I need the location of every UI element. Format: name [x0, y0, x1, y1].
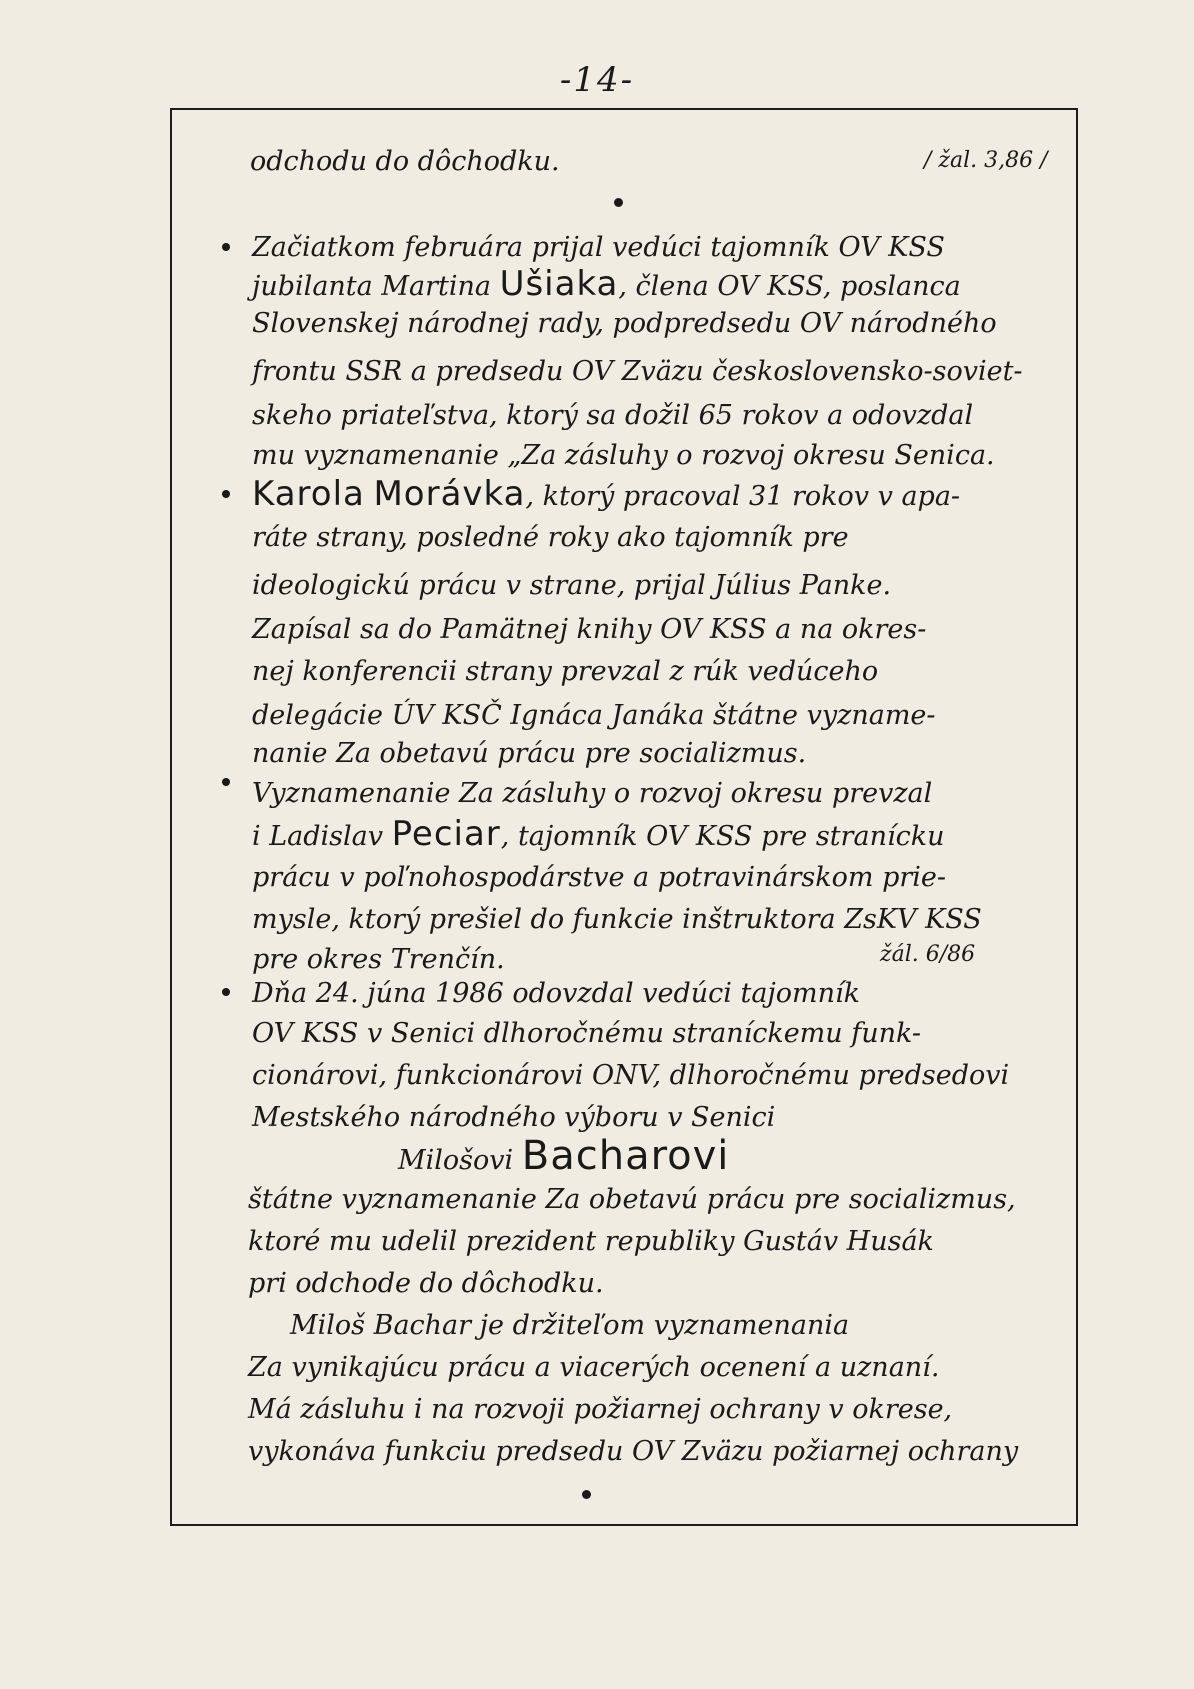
person-surname: Ušiaka [499, 264, 619, 304]
text-line: Začiatkom februára prijal vedúci tajomník OV KSS [252, 232, 945, 263]
text-line: Slovenskej národnej rady, podpredsedu OV národného [252, 308, 997, 339]
text-line: odchodu do dôchodku. [250, 146, 560, 177]
text-segment: , ktorý pracoval 31 rokov v apa- [525, 481, 961, 512]
person-name: Martina [381, 271, 491, 302]
text-line: pre okres Trenčín. [252, 944, 505, 975]
person-name: Karola [252, 474, 365, 514]
text-line: frontu SSR a predsedu OV Zväzu československo-soviet- [252, 356, 1023, 387]
text-line [252, 264, 961, 307]
text-line: nej konferencii strany prevzal z rúk vedúceho [252, 656, 879, 687]
text-segment: jubilanta [252, 271, 373, 302]
text-line [398, 1133, 730, 1181]
text-line: nanie Za obetavú prácu pre socializmus. [252, 738, 807, 769]
separator-dot [582, 1490, 591, 1499]
text-segment: , člena OV KSS, poslanca [618, 271, 961, 302]
text-line: cionárovi, funkcionárovi ONV, dlhoročnému predsedovi [252, 1060, 1010, 1091]
text-line: Miloš Bachar je držiteľom vyznamenania [290, 1310, 850, 1341]
text-line: ktoré mu udelil prezident republiky Gustáv Husák [248, 1226, 934, 1257]
text-line: OV KSS v Senici dlhoročnému straníckemu funk- [252, 1018, 922, 1049]
bullet-icon [222, 490, 230, 498]
reference-note: žál. 6/86 [880, 942, 976, 967]
text-line: delegácie ÚV KSČ Ignáca Janáka štátne vyzname- [252, 700, 936, 731]
text-line [252, 814, 944, 857]
text-line: prácu v poľnohospodárstve a potravinárskom prie- [252, 862, 946, 893]
text-line: Má zásluhu i na rozvoji požiarnej ochrany v okrese, [248, 1394, 953, 1425]
bullet-icon [222, 988, 230, 996]
text-line: Za vynikajúcu prácu a viacerých ocenení a uznaní. [248, 1352, 940, 1383]
person-surname: Morávka [373, 474, 526, 514]
text-line: štátne vyznamenanie Za obetavú prácu pre socializmus, [248, 1184, 1016, 1215]
bullet-icon [222, 778, 230, 786]
page-number: -14- [559, 60, 635, 100]
text-line: skeho priateľstva, ktorý sa dožil 65 rokov a odovzdal [252, 400, 974, 431]
text-line: pri odchode do dôchodku. [248, 1268, 604, 1299]
text-line: Zapísal sa do Pamätnej knihy OV KSS a na okres- [252, 614, 927, 645]
text-line: ráte strany, posledné roky ako tajomník pre [252, 522, 849, 553]
text-line: Vyznamenanie Za zásluhy o rozvoj okresu prevzal [252, 778, 933, 809]
person-surname: Peciar [391, 814, 501, 854]
text-segment: , tajomník OV KSS pre stranícku [500, 821, 945, 852]
text-line: Dňa 24. júna 1986 odovzdal vedúci tajomník [252, 978, 861, 1009]
text-line: vykonáva funkciu predsedu OV Zväzu požiarnej ochrany [248, 1436, 1019, 1467]
text-line [252, 474, 960, 517]
bullet-icon [222, 243, 230, 251]
text-line: ideologickú prácu v strane, prijal Július Panke. [252, 570, 892, 601]
text-line: mysle, ktorý prešiel do funkcie inštruktora ZsKV KSS [252, 904, 982, 935]
text-line: Mestského národného výboru v Senici [252, 1102, 776, 1133]
reference-note: / žal. 3,86 / [924, 148, 1048, 173]
text-line: mu vyznamenanie „Za zásluhy o rozvoj okresu Senica. [252, 440, 995, 471]
person-name: Milošovi [398, 1145, 514, 1176]
person-surname: Bacharovi [521, 1133, 730, 1179]
text-segment: i Ladislav [252, 821, 384, 852]
separator-dot [614, 198, 623, 207]
